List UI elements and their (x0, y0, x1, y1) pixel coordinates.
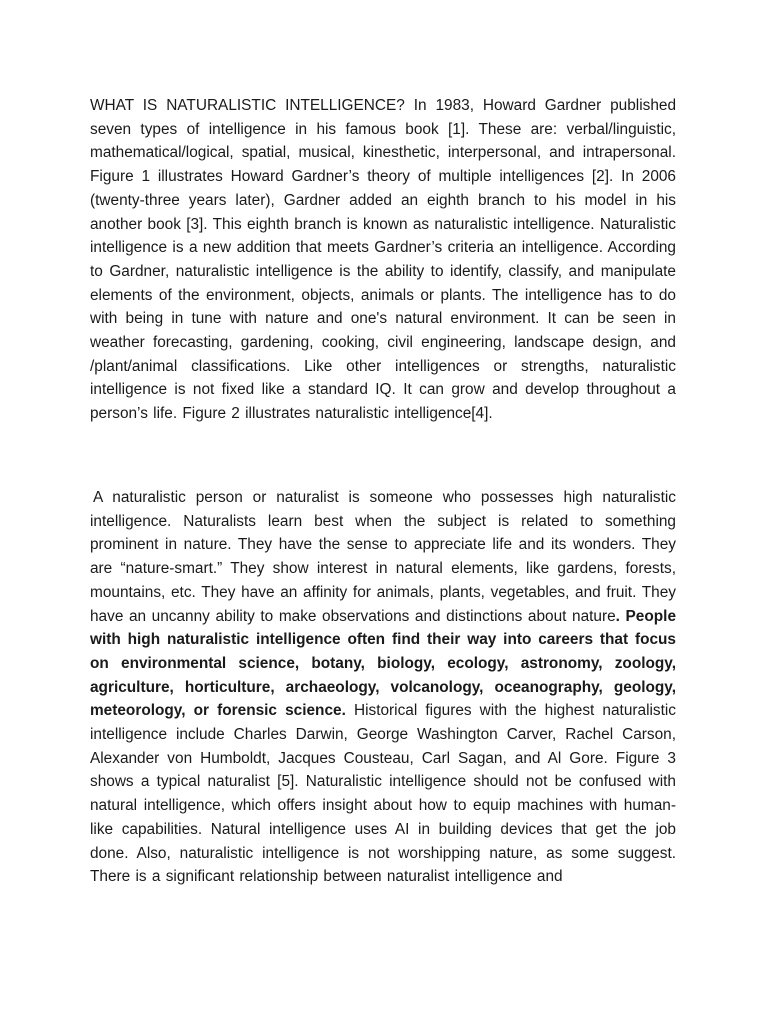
paragraph-naturalist-text-end: Historical figures with the highest naturalistic intelligence include Charles Darwin, George Washington Carver, Rachel Carson, Alexander von Humboldt, Jacques Cousteau, Carl Sagan, and Al Gore. Figure 3 shows a typical naturalist [5]. Naturalistic intelligence should not be confused with natural intelligence, which offers insight about how to equip machines with human-like capabilities. Natural intelligence uses AI in building devices that get the job done. Also, naturalistic intelligence is not worshipping nature, as some suggest. There is a significant relationship between naturalist intelligence and (90, 702, 676, 886)
paragraph-naturalist-careers-bold: . People with high naturalistic intelligence often find their way into careers that focus on environmental science, botany, biology, ecology, astronomy, zoology, agriculture, horticulture, archaeology, volcanology, oceanography, geology, meteorology, or forensic science. (90, 607, 677, 720)
paragraph-naturalist-text-start: A naturalistic person or naturalist is someone who possesses high naturalistic intelligence. Naturalists learn best when the subject is related to something prominent in nature. They have the sense to appreciate life and its wonders. They are “nature-smart.” They show interest in natural elements, like gardens, forests, mountains, etc. They have an affinity for animals, plants, vegetables, and fruit. They have an uncanny ability to make observations and distinctions about nature (90, 489, 676, 625)
paragraph-intro: WHAT IS NATURALISTIC INTELLIGENCE? In 1983, Howard Gardner published seven types of intelligence in his famous book [1]. These are: verbal/linguistic, mathematical/logical, spatial, musical, kinesthetic, interpersonal, and intrapersonal. Figure 1 illustrates Howard Gardner’s theory of multiple intelligences [2]. In 2006 (twenty-three years later), Gardner added an eighth branch to his model in his another book [3]. This eighth branch is known as naturalistic intelligence. Naturalistic intelligence is a new addition that meets Gardner’s criteria an intelligence. According to Gardner, naturalistic intelligence is the ability to identify, classify, and manipulate elements of the environment, objects, animals or plants. The intelligence has to do with being in tune with nature and one's natural environment. It can be seen in weather forecasting, gardening, cooking, civil engineering, landscape design, and /plant/animal classifications. Like other intelligences or strengths, naturalistic intelligence is not fixed like a standard IQ. It can grow and develop throughout a person’s life. Figure 2 illustrates naturalistic intelligence[4]. (90, 97, 676, 423)
paragraph-naturalist (90, 486, 676, 889)
